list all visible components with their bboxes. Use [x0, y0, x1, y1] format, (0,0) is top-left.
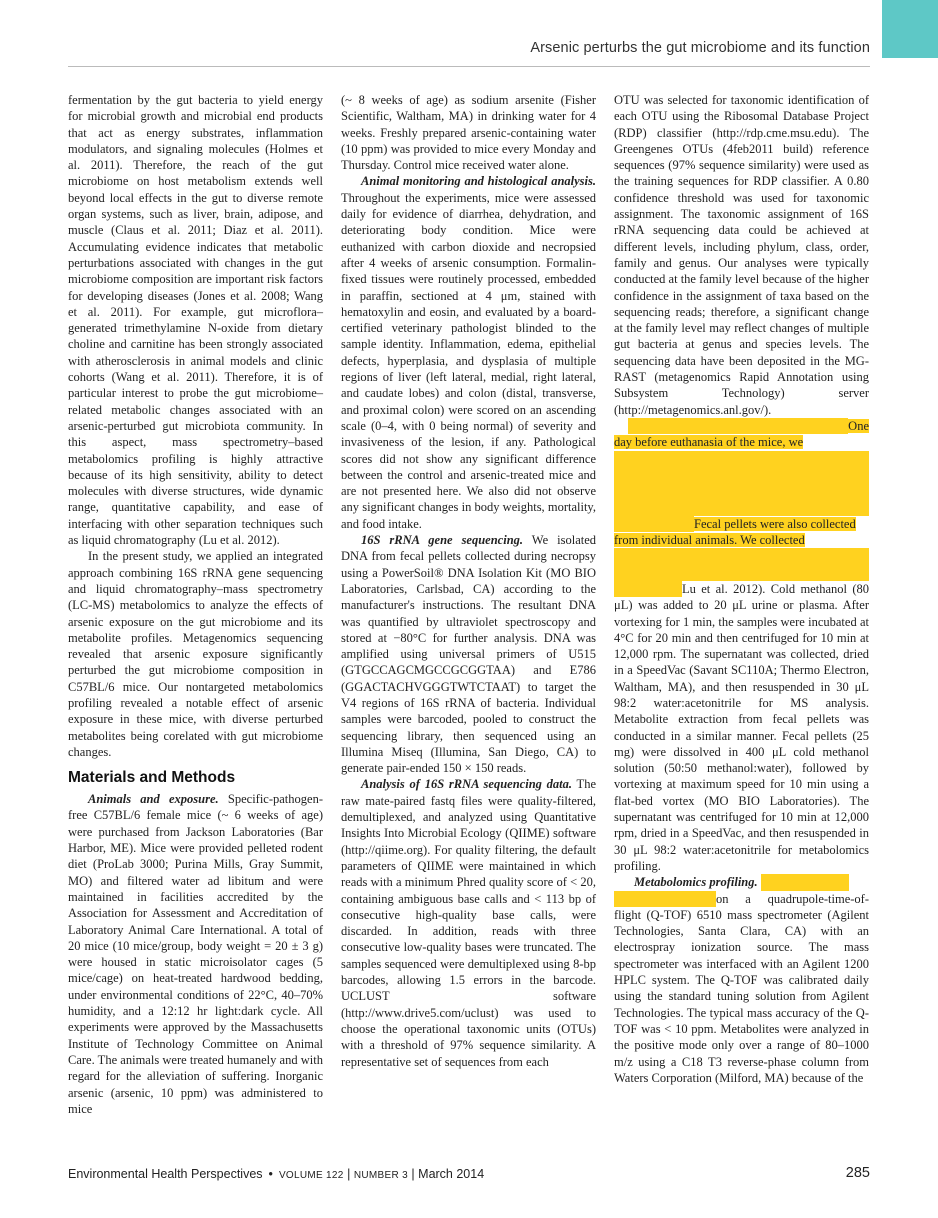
redaction-highlight	[614, 467, 869, 483]
runin-heading: Animal monitoring and histological analysis.	[361, 174, 596, 189]
issue-date: March 2014	[418, 1167, 485, 1181]
paragraph	[614, 874, 869, 890]
paragraph: (~ 8 weeks of age) as sodium arsenite (Fisher Scientific, Waltham, MA) in drinking water for 4 weeks. Freshly prepared arsenic-containing water (10 ppm) was provided to mice every Monday and Thursday. Control mice received water alone.	[341, 93, 596, 173]
paragraph-text: Lu et al. 2012). Cold methanol (80 μL) was added to 20 μL urine or plasma. After vortexing for 1 min, the samples were incubated at 4°C for 20 min and then centrifuged for 10 min at 12,000 rpm. The supernatant was collected, dried in a SpeedVac (Savant SC110A; Thermo Electron, Waltham, MA), and then resuspended in 30 μL 98:2 water:acetonitrile for MS analysis. Metabolite extraction from fecal pellets was conducted in a similar manner. Fecal pellets (25 mg) were dissolved in 400 μL cold methanol solution (50:50 methanol:water), followed by vortexing at maximum speed for 10 min using a flat-bed vortex (MO BIO Laboratories). The supernatant was centrifuged for 10 min at 12,000 rpm, dried in a SpeedVac, and then resuspended in 30 μL 98:2 water:acetonitrile for metabolomics profiling.	[614, 581, 869, 873]
redaction-highlight	[614, 548, 869, 564]
paragraph: fermentation by the gut bacteria to yield energy for microbial growth and microbial end products that act as energy substrates, inflammation modulators, and signaling molecules (Holmes et al. 2011). Therefore, the reach of the gut microbiome on host metabolism extends well beyond local effects in the gut to diverse remote organ systems, such as liver, brain, adipose, and muscle (Claus et al. 2011; Diaz et al. 2011). Accumulating evidence indicates that metabolic perturbations associated with changes in the gut microbiome composition are important risk factors for developing diseases (Jones et al. 2008; Wang et al. 2011). For example, gut microflora–generated trimethylamine N-oxide from dietary choline and carnitine has been strongly associated with atherosclerosis in animal models and clinic cohorts (Wang et al. 2011). Therefore, it is of particular interest to probe the gut microbiome–related metabolic changes associated with an arsenic-perturbed gut microbiota community. In this aspect, mass spectrometry–based metabolomics profiling is highly attractive because of its high sensitivity, ability to detect molecules with diverse structures, wide dynamic range, quantitative capability, and ease of interfacing with other separation techniques such as liquid chromatography (Lu et al. 2012).	[68, 93, 323, 548]
paragraph-text: The raw mate-paired fastq files were quality-filtered, demultiplexed, and analyzed using Quantitative Insights Into Microbial Ecology (QIIME) software (http://qiime.org). For quality filtering, the default parameters of QIIME were maintained in which reads with a minimum Phred quality score of < 20, containing ambiguous base calls and < 113 bp of consecutive high-quality base calls, were discarded. In addition, reads with three consecutive low-quality bases were truncated. The samples sequenced were demultiplexed using 8-bp barcodes, allowing 1.5 errors in the barcode. UCLUST software (http://www.drive5.com/uclust) was used to choose the operational taxonomic units (OTUs) with a threshold of 97% sequence similarity. A representative set of sequences from each	[341, 777, 596, 1069]
paragraph-text: on a quadrupole-time-of-	[716, 891, 869, 906]
redaction-highlight	[614, 516, 694, 532]
paragraph	[68, 791, 323, 1117]
redaction-highlight	[614, 499, 869, 515]
paragraph-text: day before euthanasia of the mice, we	[614, 435, 804, 450]
corner-color-tab	[882, 0, 938, 58]
redaction-highlight	[614, 891, 716, 907]
paragraph-text: Specific-pathogen-free C57BL/6 female mice (~ 6 weeks of age) were purchased from Jackson Laboratories (Bar Harbor, ME). Mice were provided pelleted rodent diet (ProLab 3000; Purina Mills, Gray Summit, MO) and filtered water ad libitum and were maintained in facilities accredited by the Association for Assessment and Accreditation of Laboratory Animal Care International. A total of 20 mice (10 mice/group, body weight = 20 ± 3 g) were housed in static microisolator cages (5 mice/cage) on heat-treated hardwood bedding, under environmental conditions of 22°C, 40–70% humidity, and a 12:12 hr light:dark cycle. All experiments were approved by the Massachusetts Institute of Technology Committee on Animal Care. The animals were treated humanely and with regard for the alleviation of suffering. Inorganic arsenic (arsenic, 10 ppm) was administered to mice	[68, 792, 323, 1116]
paragraph-text: from individual animals. We collected	[614, 533, 805, 548]
redaction-highlight	[614, 581, 682, 597]
paragraph: In the present study, we applied an integrated approach combining 16S rRNA gene sequencing and liquid chromatography–mass spectrometry (LC-MS) metabolomics to analyze the effects of arsenic exposure on the gut microbiome and its metabolite profiles. Metagenomics sequencing revealed that arsenic exposure significantly perturbed the gut microbiome composition in C57BL/6 mice. Our nontargeted metabolomics profiling revealed a notable effect of arsenic exposure in these mice, with diverse perturbed metabolites being corelated with gut microbiome changes.	[68, 549, 323, 759]
runin-heading: Analysis of 16S rRNA sequencing data.	[361, 777, 573, 792]
column-3	[614, 92, 869, 1086]
redaction-highlight	[614, 565, 869, 581]
highlighted-paragraph	[614, 418, 869, 874]
paragraph-text: Throughout the experiments, mice were assessed daily for evidence of diarrhea, dehydration, and deteriorating body condition. Mice were euthanized with carbon dioxide and necropsied after 4 weeks of arsenic consumption. Formalin-fixed tissues were routinely processed, embedded in paraffin, sectioned at 4 μm, stained with hematoxylin and eosin, and evaluated by a board-certified veterinary pathologist blinded to the sample identity. Inflammation, edema, epithelial defects, hyperplasia, and dysplasia of multiple regions of liver (left lateral, medial, right lateral, and caudate lobes) and colon (distal, transverse, and proximal colon) were scored on an ascending scale (0–4, with 0 being normal) of severity and invasiveness of the lesion, if any. Pathological scores did not show any significant difference between the control and arsenic-treated mice and are not presented here. We also did not observe any significant changes in body weights, mortality, and food intake.	[341, 190, 596, 531]
page-number: 285	[845, 1165, 870, 1181]
section-heading: Materials and Methods	[68, 769, 236, 787]
redaction-highlight	[614, 451, 869, 467]
footer-separator: |	[347, 1167, 351, 1181]
redaction-highlight	[761, 874, 849, 890]
paragraph: OTU was selected for taxonomic identification of each OTU using the Ribosomal Database Project (RDP) classifier (http://rdp.cme.msu.edu). The Greengenes OTUs (4feb2011 build) reference sequences (97% sequence similarity) were used as the training sequences for RDP classifier. A 0.80 confidence threshold was used for taxonomic assignment. The taxonomic assignment of 16S rRNA sequencing data could be achieved at different levels, including phylum, class, order, family and genus. Our analyses were typically conducted at the family level because of the higher confidence in the assignment of taxa based on the sequencing reads; therefore, a significant change at the family level may reflect changes of multiple gut bacteria at genus and species levels. The sequencing data have been deposited in the MG-RAST (metagenomics Rapid Annotation using Subsystem Technology) server (http://metagenomics.anl.gov/).	[614, 93, 869, 417]
runin-heading: 16S rRNA gene sequencing.	[361, 533, 524, 548]
running-title: Arsenic perturbs the gut microbiome and its function	[530, 40, 870, 56]
runin-heading: Animals and exposure.	[88, 792, 219, 807]
paragraph	[341, 776, 596, 1069]
footer-bullet: •	[268, 1167, 273, 1181]
column-1	[68, 92, 323, 1117]
column-2	[341, 92, 596, 1070]
volume: VOLUME 122	[278, 1170, 344, 1181]
footer-separator: |	[411, 1167, 415, 1181]
issue-number: NUMBER 3	[353, 1170, 408, 1181]
paragraph-text: Fecal pellets were also collected	[694, 516, 856, 531]
paragraph	[614, 891, 869, 1087]
paragraph-text: We isolated DNA from fecal pellets collected during necropsy using a PowerSoil® DNA Isolation Kit (MO BIO Laboratories, Carlsbad, CA) according to the manufacturer's instructions. The resultant DNA was quantified by ultraviolet spectroscopy and stored at −80°C for further analysis. DNA was amplified using universal primers of U515 (GTGCCAGCMGCCGCGGTAA) and E786 (GGACTACHVGGGTWTCTAAT) to target the V4 regions of 16S rRNA of bacteria. Individual samples were barcoded, pooled to construct the sequencing library, then sequenced using an Illumina Miseq (Illumina, San Diego, CA) to generate pair-ended 150 × 150 reads.	[341, 533, 597, 776]
paragraph	[614, 581, 869, 874]
paragraph-text: One	[848, 418, 869, 433]
header-rule	[68, 66, 870, 67]
paragraph-text: flight (Q-TOF) 6510 mass spectrometer (Agilent Technologies, Santa Clara, CA) with an electrospray ionization source. The mass spectrometer was interfaced with an Agilent 1200 HPLC system. The Q-TOF was calibrated daily using the standard tuning solution from Agilent Technologies. The typical mass accuracy of the Q-TOF was < 10 ppm. Metabolites were analyzed in the positive mode only over a range of 80–1000 m/z using a C18 T3 reverse-phase column from Waters Corporation (Milford, MA) because of the	[614, 907, 869, 1085]
journal-name: Environmental Health Perspectives	[68, 1167, 263, 1181]
redaction-highlight	[614, 483, 869, 499]
paragraph	[341, 532, 596, 776]
paragraph	[341, 173, 596, 532]
redaction-highlight	[628, 418, 848, 434]
runin-heading: Metabolomics profiling.	[634, 875, 758, 890]
page-footer	[68, 1167, 870, 1181]
